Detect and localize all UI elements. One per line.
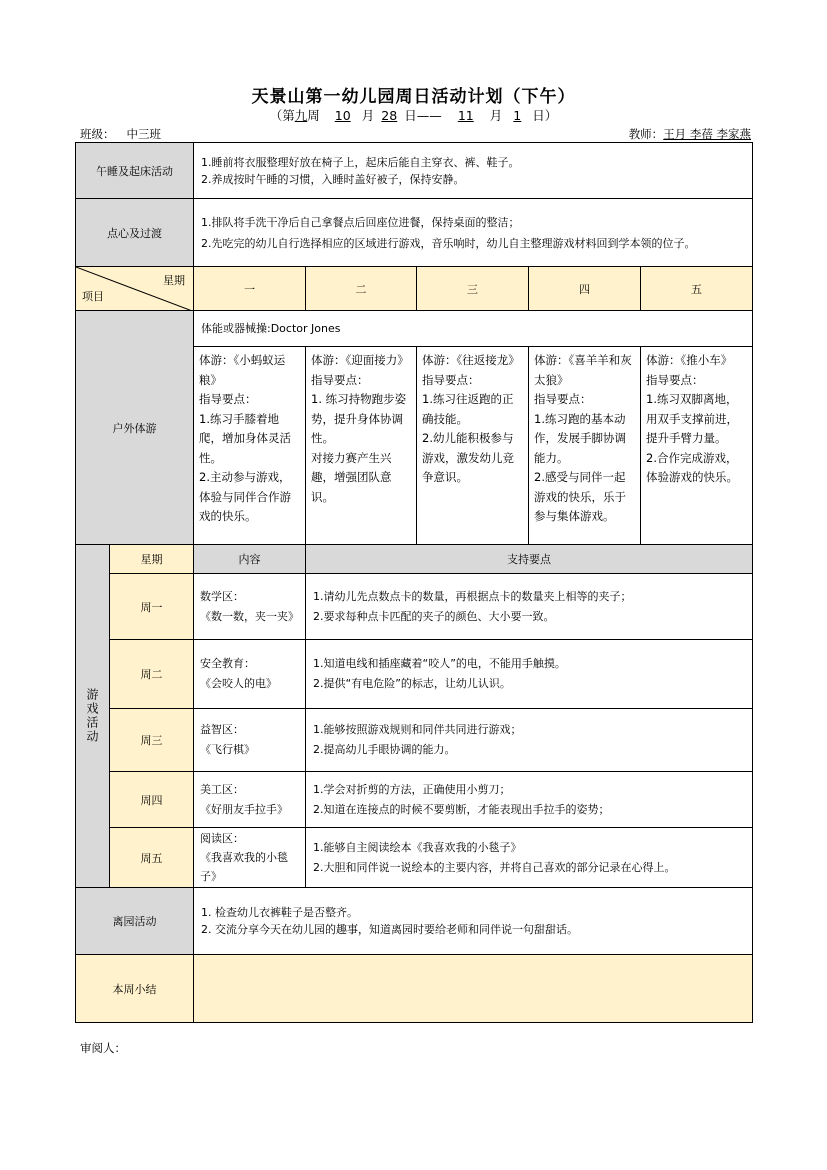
day-end: 1: [513, 108, 522, 123]
games-row-content: [193, 827, 306, 888]
games-col-day: 星期: [109, 544, 194, 574]
range-dash: ——: [416, 108, 442, 123]
games-col-support: 支持要点: [305, 544, 753, 574]
week-number: 九: [294, 108, 308, 123]
class-label: 班级：: [80, 127, 115, 141]
games-activity: 《会咬人的电》: [200, 677, 277, 690]
week-range: [0, 106, 827, 124]
games-activity: 《飞行棋》: [200, 743, 255, 756]
games-row-content: [193, 708, 306, 772]
nap-line: 2.养成按时午睡的习惯，入睡时盖好被子，保持安静。: [201, 172, 465, 186]
month-start: 10: [334, 108, 351, 123]
outdoor-point: 1. 练习持物跑步姿势，提升身体协调性。: [311, 392, 407, 445]
outdoor-day-cell: [416, 346, 529, 545]
weekday-header: 四: [528, 266, 641, 311]
games-col-content: 内容: [193, 544, 306, 574]
outdoor-point: 对接力赛产生兴趣，增强团队意识。: [311, 450, 392, 504]
outdoor-guide-label: 指导要点：: [422, 372, 480, 387]
outdoor-point: 2.感受与同伴一起游戏的快乐，乐于参与集体游戏。: [534, 470, 626, 523]
outdoor-day-cell: [193, 346, 306, 545]
teacher-value: 王月 李蓓 李家燕: [663, 127, 751, 141]
class-info: [80, 126, 237, 143]
leave-line: 1. 检查幼儿衣裤鞋子是否整齐。: [201, 906, 358, 919]
close-paren: 日）: [532, 108, 558, 123]
outdoor-game: 体游：《迎面接力》: [311, 353, 409, 367]
month-label: 月: [361, 108, 375, 123]
outdoor-point: 1.练习手膝着地爬，增加身体灵活性。: [199, 411, 291, 465]
games-area: 阅读区：: [200, 832, 244, 845]
games-label-text: 游戏活动: [85, 688, 99, 744]
games-row-day: 周三: [109, 708, 194, 772]
games-row-support: [305, 573, 753, 640]
outdoor-guide-label: 指导要点：: [199, 392, 257, 406]
snack-content: [193, 198, 753, 267]
games-row-support: [305, 639, 753, 709]
day-label: 日: [404, 108, 417, 123]
games-point: 1.能够按照游戏规则和同伴共同进行游戏；: [313, 723, 522, 736]
leave-content: [193, 887, 753, 955]
weekday-header: 五: [640, 266, 753, 311]
games-row-content: [193, 639, 306, 709]
leave-line: 2. 交流分享今天在幼儿园的趣事，知道离园时要给老师和同伴说一句甜甜话。: [201, 923, 578, 936]
games-row-day: 周四: [109, 771, 194, 828]
month-label-2: 月: [489, 108, 503, 123]
outdoor-game: 体游：《小蚂蚁运粮》: [199, 353, 286, 387]
teacher-label: 教师：: [628, 127, 664, 141]
outdoor-exercise: 体能或器械操:Doctor Jones: [193, 310, 753, 347]
leave-label: 离园活动: [75, 887, 194, 955]
games-point: 1.知道电线和插座藏着“咬人”的电，不能用手触摸。: [313, 657, 566, 670]
games-point: 1.学会对折剪的方法，正确使用小剪刀；: [313, 782, 511, 796]
weekday-header: 一: [193, 266, 306, 311]
week-suffix: 周: [307, 108, 320, 123]
games-row-content: [193, 771, 306, 828]
outdoor-guide-label: 指导要点：: [311, 372, 369, 387]
page-title: 天景山第一幼儿园周日活动计划（下午）: [251, 87, 576, 107]
outdoor-game: 体游：《喜羊羊和灰太狼》: [534, 353, 632, 387]
reviewer-label: 审阅人：: [80, 1041, 126, 1055]
games-point: 1.能够自主阅读绘本《我喜欢我的小毯子》: [313, 840, 522, 854]
outdoor-point: 2.主动参与游戏，体验与同伴合作游戏的快乐。: [199, 470, 291, 523]
outdoor-label: 户外体游: [75, 310, 194, 545]
outdoor-day-cell: [528, 346, 641, 545]
summary-label: 本周小结: [75, 954, 194, 1023]
games-point: 2.大胆和同伴说一说绘本的主要内容，并将自己喜欢的部分记录在心得上。: [313, 860, 676, 874]
week-prefix: （第: [269, 108, 295, 123]
corner-bottom-label: 项目: [82, 290, 104, 303]
games-point: 1.请幼儿先点数点卡的数量，再根据点卡的数量夹上相等的夹子；: [313, 589, 632, 603]
games-row-day: 周一: [109, 573, 194, 640]
weekday-header: 三: [416, 266, 529, 311]
games-row-support: [305, 827, 753, 888]
snack-label: 点心及过渡: [75, 198, 194, 267]
games-point: 2.提供“有电危险”的标志，让幼儿认识。: [313, 677, 511, 690]
games-area: 数学区：: [200, 589, 244, 603]
outdoor-day-cell: [305, 346, 417, 545]
summary-content[interactable]: [193, 954, 753, 1023]
nap-line: 1.睡前将衣服整理好放在椅子上，起床后能自主穿衣、裤、鞋子。: [201, 155, 520, 169]
outdoor-day-cell: [640, 346, 753, 545]
outdoor-point: 2.合作完成游戏，体验游戏的快乐。: [646, 450, 738, 484]
weekday-header: 二: [305, 266, 417, 311]
games-activity: 《我喜欢我的小毯子》: [200, 851, 288, 883]
games-point: 2.提高幼儿手眼协调的能力。: [313, 743, 456, 756]
outdoor-point: 2.幼儿能积极参与游戏，激发幼儿竞争意识。: [422, 431, 514, 484]
month-end: 11: [457, 108, 474, 123]
games-row-day: 周二: [109, 639, 194, 709]
games-row-support: [305, 771, 753, 828]
outdoor-game: 体游：《推小车》: [646, 353, 733, 367]
corner-header: [75, 266, 194, 311]
outdoor-guide-label: 指导要点：: [646, 372, 704, 387]
games-area: 益智区：: [200, 723, 244, 736]
class-value: 中三班: [115, 126, 237, 143]
outdoor-point: 1.练习双脚离地，用双手支撑前进，提升手臂力量。: [646, 392, 738, 445]
nap-content: [193, 142, 753, 199]
games-row-support: [305, 708, 753, 772]
snack-line: 2.先吃完的幼儿自行选择相应的区域进行游戏，音乐响时，幼儿自主整理游戏材料回到学本领的位子。: [201, 236, 696, 250]
outdoor-guide-label: 指导要点：: [534, 392, 592, 406]
snack-line: 1.排队将手洗干净后自己拿餐点后回座位进餐，保持桌面的整洁；: [201, 215, 520, 229]
games-activity: 《好朋友手拉手》: [200, 802, 288, 816]
corner-top-label: 星期: [163, 274, 185, 287]
games-label: [75, 544, 110, 888]
outdoor-game: 体游：《往返接龙》: [422, 353, 520, 367]
games-point: 2.知道在连接点的时候不要剪断，才能表现出手拉手的姿势；: [313, 802, 610, 816]
outdoor-point: 1.练习跑的基本动作，发展手脚协调能力。: [534, 411, 626, 465]
games-area: 美工区：: [200, 782, 244, 796]
games-row-day: 周五: [109, 827, 194, 888]
outdoor-point: 1.练习往返跑的正确技能。: [422, 392, 514, 426]
games-row-content: [193, 573, 306, 640]
games-activity: 《数一数，夹一夹》: [200, 609, 299, 623]
nap-label: 午睡及起床活动: [75, 142, 194, 199]
games-point: 2.要求每种点卡匹配的夹子的颜色、大小要一致。: [313, 609, 555, 623]
games-area: 安全教育：: [200, 657, 255, 670]
teacher-info: [629, 126, 751, 142]
day-start: 28: [381, 108, 398, 123]
